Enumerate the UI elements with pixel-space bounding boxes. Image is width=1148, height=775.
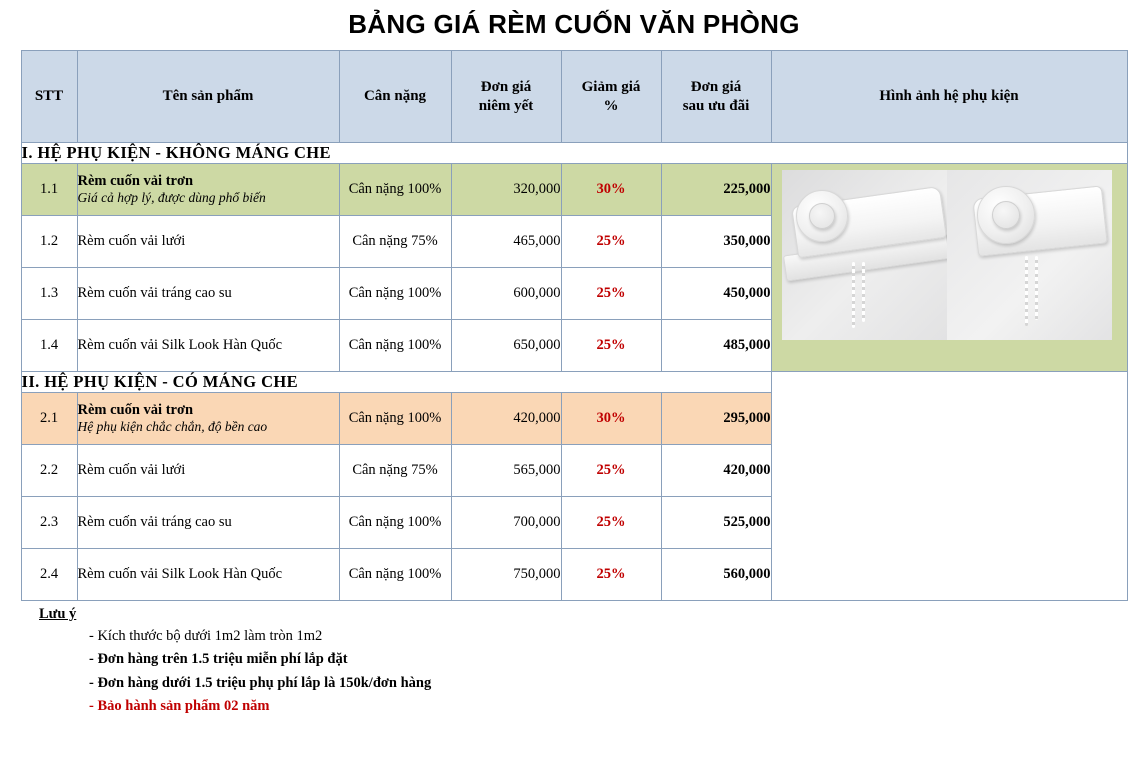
cell-list-price: 600,000	[451, 268, 561, 320]
cell-stt: 1.2	[21, 216, 77, 268]
product-name: Rèm cuốn vải lưới	[77, 461, 186, 478]
cell-list-price: 650,000	[451, 320, 561, 372]
cell-stt: 2.4	[21, 549, 77, 601]
cell-stt: 1.4	[21, 320, 77, 372]
note-item: - Kích thước bộ dưới 1m2 làm tròn 1m2	[89, 628, 323, 644]
header-list-price	[451, 51, 561, 143]
product-name: Rèm cuốn vải tráng cao su	[77, 284, 232, 301]
cell-product-name	[77, 268, 339, 320]
cell-list-price: 750,000	[451, 549, 561, 601]
chain-icon	[862, 262, 865, 322]
product-name: Rèm cuốn vải Silk Look Hàn Quốc	[77, 565, 283, 582]
cell-product-name	[77, 164, 339, 216]
cell-weight: Cân nặng 100%	[339, 393, 451, 445]
cell-discount: 25%	[561, 216, 661, 268]
cell-list-price: 320,000	[451, 164, 561, 216]
header-list-price-line1: Đơn giá	[480, 78, 532, 95]
header-list-price-line2: niêm yết	[478, 97, 534, 114]
cell-product-name	[77, 497, 339, 549]
bracket-cap-inner-icon	[992, 201, 1020, 229]
cell-discount: 30%	[561, 164, 661, 216]
cell-final-price: 450,000	[661, 268, 771, 320]
cell-product-name	[77, 216, 339, 268]
header-stt: STT	[21, 51, 77, 143]
notes-list	[21, 625, 1127, 719]
cell-list-price: 465,000	[451, 216, 561, 268]
note-item: - Đơn hàng trên 1.5 triệu miễn phí lắp đặt	[89, 651, 348, 668]
cell-discount: 25%	[561, 549, 661, 601]
cell-stt: 2.3	[21, 497, 77, 549]
cell-weight: Cân nặng 75%	[339, 216, 451, 268]
cell-image-no-cover	[771, 164, 1127, 372]
table-header	[21, 51, 1127, 143]
cell-final-price: 525,000	[661, 497, 771, 549]
cell-final-price: 560,000	[661, 549, 771, 601]
note-item-warranty: - Bảo hành sản phẩm 02 năm	[89, 698, 270, 715]
section-heading-row	[21, 143, 1127, 164]
header-final-price	[661, 51, 771, 143]
cell-stt: 2.2	[21, 445, 77, 497]
cell-final-price: 485,000	[661, 320, 771, 372]
header-final-price-line1: Đơn giá	[690, 78, 742, 95]
cell-weight: Cân nặng 100%	[339, 268, 451, 320]
product-subtitle: Hệ phụ kiện chắc chắn, độ bền cao	[77, 419, 268, 435]
cell-weight: Cân nặng 75%	[339, 445, 451, 497]
cell-weight: Cân nặng 100%	[339, 497, 451, 549]
cell-weight: Cân nặng 100%	[339, 320, 451, 372]
header-product-name: Tên sản phẩm	[77, 51, 339, 143]
cell-final-price: 225,000	[661, 164, 771, 216]
bracket-photo-left	[782, 170, 947, 340]
bracket-cap-inner-icon	[809, 203, 835, 229]
bracket-photo	[782, 170, 1112, 340]
table-row	[21, 164, 1127, 216]
cell-product-name	[77, 445, 339, 497]
header-discount-line1: Giảm giá	[581, 78, 641, 95]
cell-list-price: 565,000	[451, 445, 561, 497]
cell-product-name	[77, 549, 339, 601]
header-weight: Cân nặng	[339, 51, 451, 143]
cell-final-price: 295,000	[661, 393, 771, 445]
page-title: BẢNG GIÁ RÈM CUỐN VĂN PHÒNG	[348, 9, 800, 39]
product-name: Rèm cuốn vải Silk Look Hàn Quốc	[77, 336, 283, 353]
cell-discount: 25%	[561, 497, 661, 549]
cell-product-name	[77, 393, 339, 445]
cell-discount: 25%	[561, 320, 661, 372]
cell-discount: 30%	[561, 393, 661, 445]
table-body	[21, 143, 1127, 601]
cell-final-price: 420,000	[661, 445, 771, 497]
chain-icon	[1025, 256, 1028, 326]
chain-icon	[852, 262, 855, 328]
product-subtitle: Giá cả hợp lý, được dùng phổ biến	[77, 190, 266, 206]
section-heading-1: I. HỆ PHỤ KIỆN - KHÔNG MÁNG CHE	[21, 143, 1127, 164]
section-heading-row	[21, 372, 1127, 393]
section-heading-2: II. HỆ PHỤ KIỆN - CÓ MÁNG CHE	[21, 372, 771, 393]
notes-heading: Lưu ý	[39, 606, 77, 622]
chain-icon	[1035, 256, 1038, 320]
product-name: Rèm cuốn vải lưới	[77, 232, 186, 249]
notes-section	[21, 606, 1127, 719]
product-name: Rèm cuốn vải trơn	[77, 401, 194, 418]
cell-list-price: 420,000	[451, 393, 561, 445]
note-item: - Đơn hàng dưới 1.5 triệu phụ phí lắp là 150k/đơn hàng	[89, 674, 432, 691]
price-table	[21, 50, 1128, 601]
product-name: Rèm cuốn vải trơn	[77, 172, 194, 189]
header-discount	[561, 51, 661, 143]
cell-list-price: 700,000	[451, 497, 561, 549]
header-discount-line2: %	[603, 97, 619, 114]
cell-stt: 2.1	[21, 393, 77, 445]
cell-weight: Cân nặng 100%	[339, 549, 451, 601]
bracket-photo-right	[947, 170, 1112, 340]
cell-discount: 25%	[561, 445, 661, 497]
accessory-photo-no-cover	[772, 164, 1127, 371]
header-final-price-line2: sau ưu đãi	[682, 97, 750, 114]
cell-final-price: 350,000	[661, 216, 771, 268]
cell-image-with-cover	[771, 372, 1127, 601]
cell-discount: 25%	[561, 268, 661, 320]
cell-stt: 1.3	[21, 268, 77, 320]
cell-weight: Cân nặng 100%	[339, 164, 451, 216]
cell-product-name	[77, 320, 339, 372]
cell-stt: 1.1	[21, 164, 77, 216]
header-image: Hình ảnh hệ phụ kiện	[771, 51, 1127, 143]
product-name: Rèm cuốn vải tráng cao su	[77, 513, 232, 530]
